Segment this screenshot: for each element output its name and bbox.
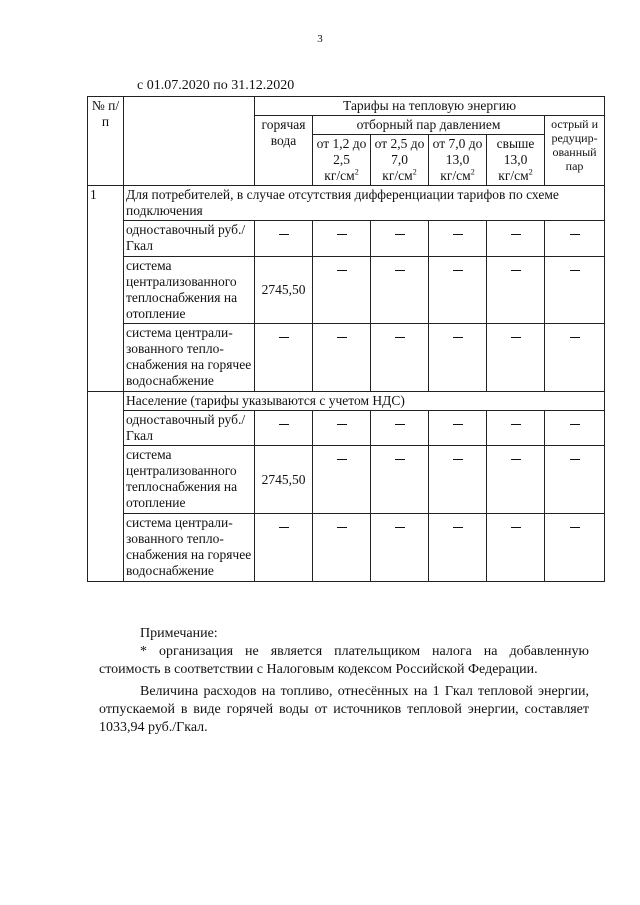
dash bbox=[429, 514, 487, 582]
dash bbox=[545, 257, 605, 324]
dash bbox=[429, 221, 487, 257]
dash bbox=[545, 514, 605, 582]
notes-title: Примечание: bbox=[140, 626, 218, 641]
dash bbox=[371, 514, 429, 582]
dash bbox=[545, 446, 605, 514]
section2-num bbox=[88, 392, 124, 582]
dash bbox=[429, 257, 487, 324]
table-row bbox=[88, 221, 605, 257]
dash bbox=[429, 411, 487, 446]
section1-title-row bbox=[88, 186, 605, 221]
note-vat: * организация не является плательщиком налога на добавленную стоимость в соответствии с Налоговым кодексом Российской Федерации. bbox=[99, 644, 589, 677]
dash bbox=[371, 411, 429, 446]
row-label: система централизованного теплоснабжения на горячее водоснабжение bbox=[124, 514, 255, 582]
row-label: система централизованного теплоснабжения на отопление bbox=[124, 257, 255, 324]
steam-group-header: отборный пар давлением bbox=[313, 116, 545, 135]
dash bbox=[487, 221, 545, 257]
dash bbox=[371, 257, 429, 324]
hot-water-value: 2745,50 bbox=[255, 257, 313, 324]
steam-col-3: от 7,0 до 13,0 $кг/см^2$ bbox=[429, 135, 487, 186]
section2-title-row bbox=[88, 392, 605, 411]
row-label: система централизованного теплоснабжения на горячее водоснабжение bbox=[124, 324, 255, 392]
num-header: № п/п bbox=[88, 97, 124, 186]
dash bbox=[545, 324, 605, 392]
row-label: одноставочный руб./Гкал bbox=[124, 411, 255, 446]
steam-col-1: от 1,2 до 2,5 $кг/см^2$ bbox=[313, 135, 371, 186]
dash bbox=[487, 514, 545, 582]
table-row bbox=[88, 411, 605, 446]
row-label: система централизованного теплоснабжения на отопление bbox=[124, 446, 255, 514]
hot-water-value bbox=[255, 324, 313, 392]
dash bbox=[371, 324, 429, 392]
dash bbox=[371, 446, 429, 514]
notes bbox=[99, 625, 589, 737]
dash bbox=[429, 446, 487, 514]
dash bbox=[313, 257, 371, 324]
dash bbox=[487, 446, 545, 514]
dash bbox=[313, 514, 371, 582]
section1-num: 1 bbox=[88, 186, 124, 392]
section2-title: Население (тарифы указываются с учетом НДС) bbox=[124, 392, 605, 411]
dash bbox=[313, 411, 371, 446]
note-fuel-cost: Величина расходов на топливо, отнесённых на 1 Гкал тепловой энергии, отпускаемой в виде горячей воды от источников тепловой энергии, составляет 1033,94 руб./Гкал. bbox=[99, 684, 589, 735]
tariffs-title: Тарифы на тепловую энергию bbox=[255, 97, 605, 116]
dash bbox=[313, 446, 371, 514]
period-title: с 01.07.2020 по 31.12.2020 bbox=[137, 78, 295, 93]
dash bbox=[313, 221, 371, 257]
steam-col-2: от 2,5 до 7,0 $кг/см^2$ bbox=[371, 135, 429, 186]
page-number: 3 bbox=[317, 33, 323, 45]
hot-water-header: горячая вода bbox=[255, 116, 313, 186]
sharp-steam-header: острый и редуцированный пар bbox=[545, 116, 605, 186]
dash bbox=[429, 324, 487, 392]
dash bbox=[545, 411, 605, 446]
dash bbox=[487, 257, 545, 324]
section1-title: Для потребителей, в случае отсутствия дифференциации тарифов по схеме подключения bbox=[124, 186, 605, 221]
hot-water-value bbox=[255, 221, 313, 257]
table-row bbox=[88, 514, 605, 582]
hot-water-value: 2745,50 bbox=[255, 446, 313, 514]
table-row bbox=[88, 257, 605, 324]
dash bbox=[487, 324, 545, 392]
row-label: одноставочный руб./Гкал bbox=[124, 221, 255, 257]
empty-header bbox=[124, 97, 255, 186]
header-row-1 bbox=[88, 97, 605, 116]
steam-col-4: свыше 13,0 $кг/см^2$ bbox=[487, 135, 545, 186]
hot-water-value bbox=[255, 514, 313, 582]
table-row bbox=[88, 446, 605, 514]
dash bbox=[487, 411, 545, 446]
dash bbox=[371, 221, 429, 257]
tariff-table bbox=[87, 96, 605, 582]
table-row bbox=[88, 324, 605, 392]
hot-water-value bbox=[255, 411, 313, 446]
dash bbox=[313, 324, 371, 392]
dash bbox=[545, 221, 605, 257]
